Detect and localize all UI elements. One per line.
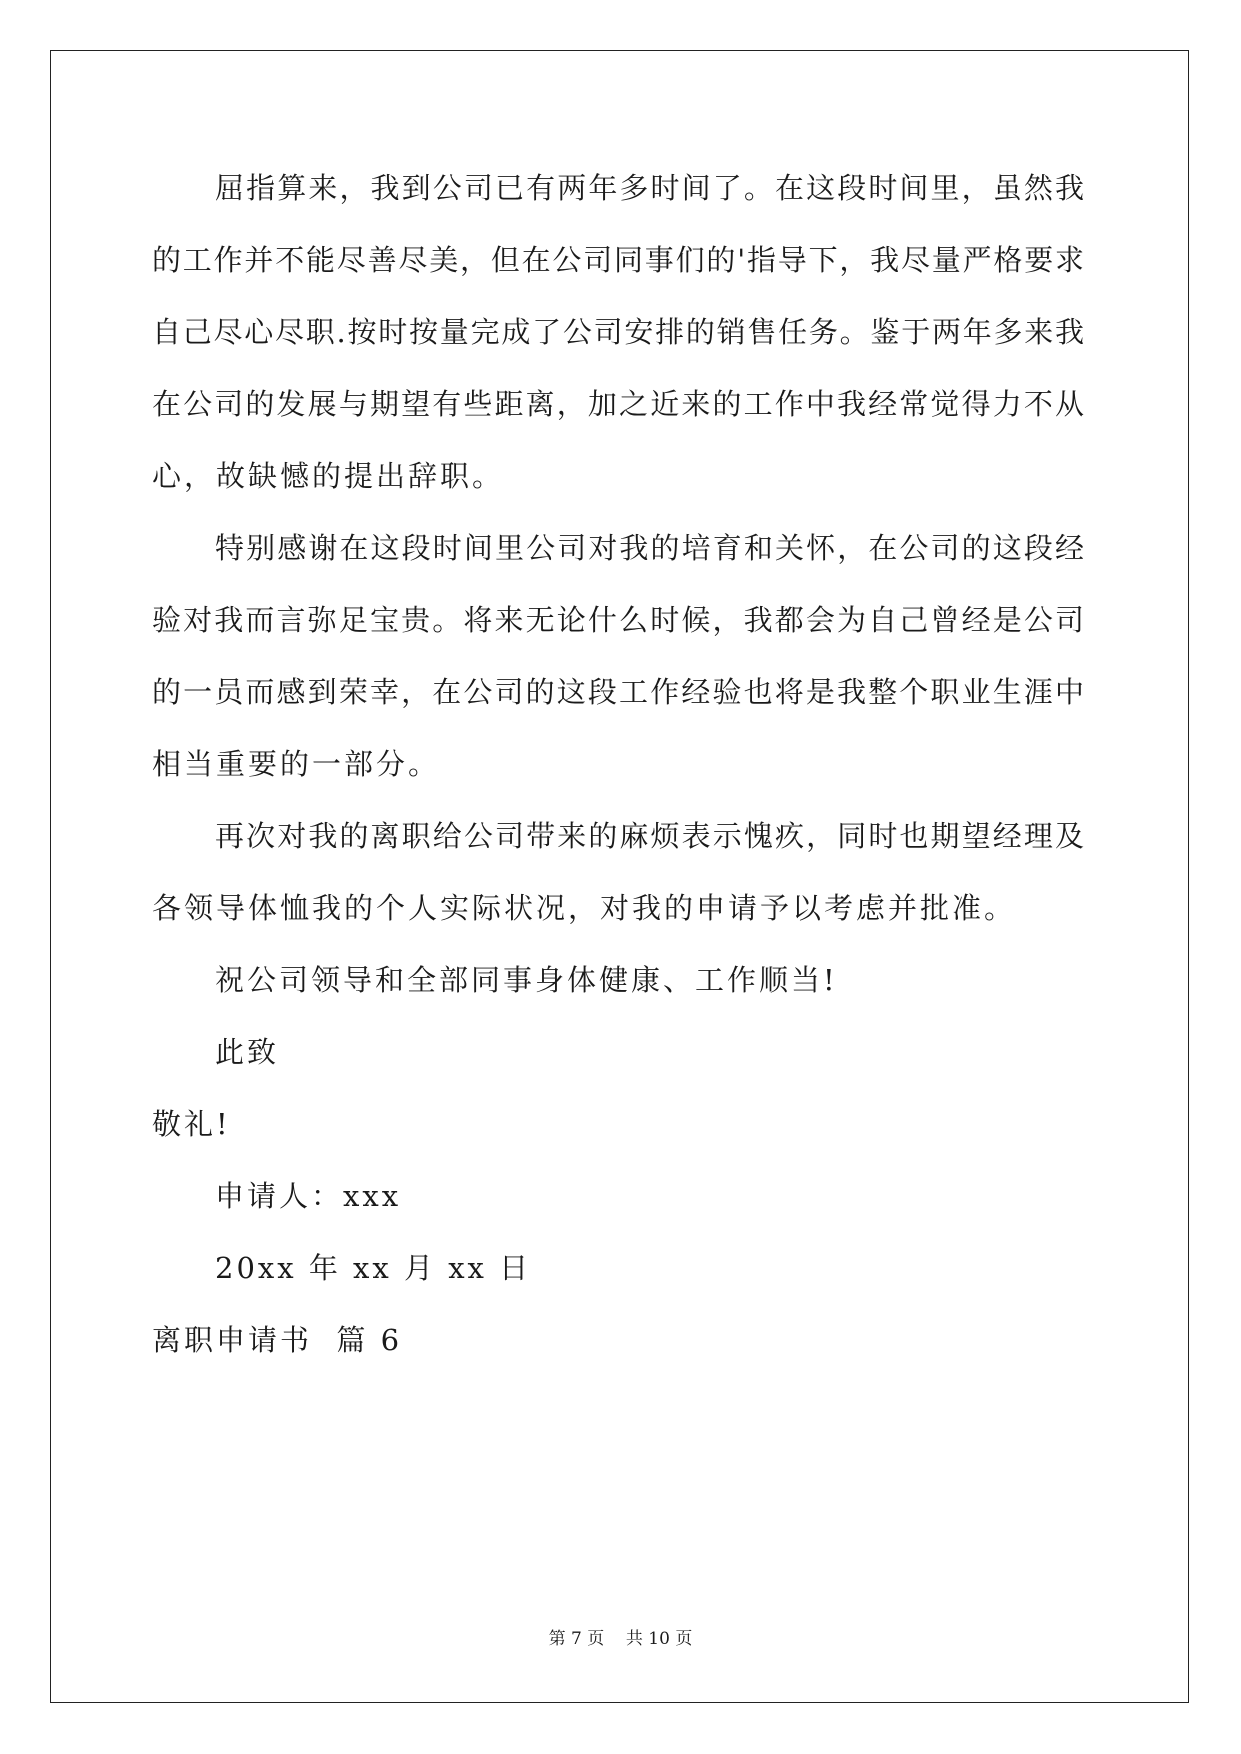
- salutation-jingli: 敬礼!: [152, 1107, 231, 1141]
- section-heading: 离职申请书 篇 6: [152, 1323, 403, 1357]
- paragraph-2-line-4: 相当重要的一部分。: [152, 747, 441, 781]
- page-border: [50, 50, 1189, 1703]
- paragraph-1-line-4: 在公司的发展与期望有些距离，加之近来的工作中我经常觉得力不从: [152, 387, 1084, 421]
- salutation-cizhi: 此致: [215, 1035, 280, 1069]
- paragraph-2-line-3: 的一员而感到荣幸，在公司的这段工作经验也将是我整个职业生涯中: [152, 675, 1084, 709]
- paragraph-2-line-1: 特别感谢在这段时间里公司对我的培育和关怀，在公司的这段经: [215, 531, 1084, 565]
- paragraph-3-line-1: 再次对我的离职给公司带来的麻烦表示愧疚，同时也期望经理及: [215, 819, 1084, 853]
- paragraph-1-line-3: 自己尽心尽职.按时按量完成了公司安排的销售任务。鉴于两年多来我: [152, 315, 1084, 349]
- application-date: 20xx 年 xx 月 xx 日: [215, 1251, 532, 1285]
- paragraph-3-line-2: 各领导体恤我的个人实际状况，对我的申请予以考虑并批准。: [152, 891, 1017, 925]
- paragraph-1-line-2: 的工作并不能尽善尽美，但在公司同事们的'指导下，我尽量严格要求: [152, 243, 1084, 277]
- paragraph-2-line-2: 验对我而言弥足宝贵。将来无论什么时候，我都会为自己曾经是公司: [152, 603, 1084, 637]
- page-number-footer: 第 7 页 共 10 页: [548, 1629, 693, 1649]
- applicant-name: 申请人：xxx: [215, 1179, 402, 1213]
- closing-wishes: 祝公司领导和全部同事身体健康、工作顺当!: [215, 963, 838, 997]
- paragraph-1-line-5: 心，故缺憾的提出辞职。: [152, 459, 505, 493]
- paragraph-1-line-1: 屈指算来，我到公司已有两年多时间了。在这段时间里，虽然我: [215, 171, 1084, 205]
